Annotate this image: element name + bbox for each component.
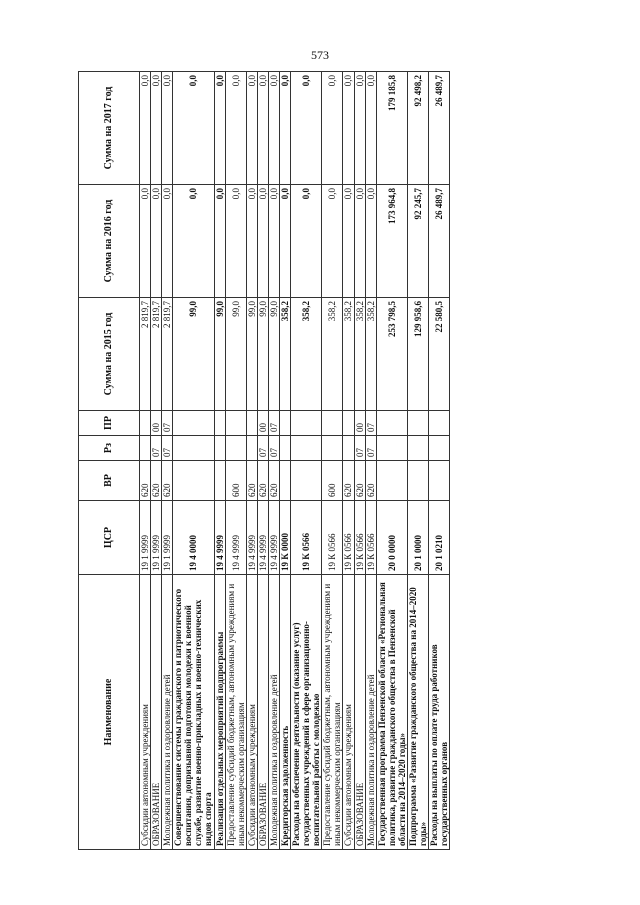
cell-vr: 600 bbox=[322, 461, 343, 501]
cell-sum-2016: 0,0 bbox=[140, 185, 151, 298]
header-rz: Рз bbox=[79, 436, 140, 461]
cell-vr bbox=[214, 461, 225, 501]
cell-pr bbox=[376, 411, 407, 436]
cell-pr: 00 bbox=[257, 411, 268, 436]
cell-csr: 19 4 9999 bbox=[268, 501, 279, 575]
cell-name: Кредиторская задолженность bbox=[280, 575, 291, 850]
cell-rz bbox=[280, 436, 291, 461]
cell-rz: 07 bbox=[268, 436, 279, 461]
cell-csr: 19 К 0566 bbox=[291, 501, 322, 575]
cell-sum-2017: 0,0 bbox=[246, 72, 257, 185]
cell-pr bbox=[280, 411, 291, 436]
cell-name: ОБРАЗОВАНИЕ bbox=[257, 575, 268, 850]
cell-csr: 20 1 0210 bbox=[429, 501, 450, 575]
cell-rz bbox=[173, 436, 214, 461]
cell-vr: 600 bbox=[225, 461, 246, 501]
cell-sum-2016: 0,0 bbox=[343, 185, 354, 298]
cell-rz bbox=[407, 436, 428, 461]
rotated-table-frame bbox=[78, 72, 580, 850]
cell-rz bbox=[246, 436, 257, 461]
cell-sum-2017: 0,0 bbox=[365, 72, 376, 185]
cell-rz: 07 bbox=[365, 436, 376, 461]
table-row bbox=[407, 72, 428, 850]
cell-csr: 19 4 9999 bbox=[246, 501, 257, 575]
cell-vr bbox=[173, 461, 214, 501]
cell-sum-2015: 2 819,7 bbox=[140, 298, 151, 411]
cell-sum-2016: 0,0 bbox=[280, 185, 291, 298]
table-row bbox=[257, 72, 268, 850]
cell-csr: 19 К 0000 bbox=[280, 501, 291, 575]
cell-name: Подпрограмма «Развитие гражданского общества на 2014–2020 годы» bbox=[407, 575, 428, 850]
cell-pr bbox=[140, 411, 151, 436]
cell-rz bbox=[291, 436, 322, 461]
cell-name: Предоставление субсидий бюджетным, автономным учреждениям и иным некоммерческим организациям bbox=[225, 575, 246, 850]
header-vr: ВР bbox=[79, 461, 140, 501]
header-sum-2016: Сумма на 2016 год bbox=[79, 185, 140, 298]
cell-sum-2017: 0,0 bbox=[354, 72, 365, 185]
table-row bbox=[246, 72, 257, 850]
cell-name: Молодежная политика и оздоровление детей bbox=[162, 575, 173, 850]
cell-sum-2017: 0,0 bbox=[268, 72, 279, 185]
cell-vr bbox=[280, 461, 291, 501]
cell-sum-2015: 2 819,7 bbox=[162, 298, 173, 411]
cell-csr: 19 4 9999 bbox=[257, 501, 268, 575]
cell-sum-2015: 99,0 bbox=[257, 298, 268, 411]
cell-sum-2017: 0,0 bbox=[151, 72, 162, 185]
table-header-row bbox=[79, 72, 140, 850]
header-pr: ПР bbox=[79, 411, 140, 436]
cell-name: Реализация отдельных мероприятий подпрограммы bbox=[214, 575, 225, 850]
cell-csr: 19 4 0000 bbox=[173, 501, 214, 575]
cell-name: Молодежная политика и оздоровление детей bbox=[365, 575, 376, 850]
cell-sum-2016: 26 489,7 bbox=[429, 185, 450, 298]
cell-sum-2015: 358,2 bbox=[365, 298, 376, 411]
cell-rz bbox=[376, 436, 407, 461]
cell-pr bbox=[225, 411, 246, 436]
table-row bbox=[291, 72, 322, 850]
cell-sum-2016: 0,0 bbox=[322, 185, 343, 298]
cell-csr: 19 1 9999 bbox=[162, 501, 173, 575]
table-row bbox=[365, 72, 376, 850]
cell-vr: 620 bbox=[151, 461, 162, 501]
cell-sum-2016: 0,0 bbox=[291, 185, 322, 298]
cell-name: Субсидии автономным учреждениям bbox=[343, 575, 354, 850]
cell-sum-2017: 0,0 bbox=[257, 72, 268, 185]
cell-sum-2015: 129 958,6 bbox=[407, 298, 428, 411]
cell-pr: 07 bbox=[365, 411, 376, 436]
cell-name: Молодежная политика и оздоровление детей bbox=[268, 575, 279, 850]
cell-sum-2015: 358,2 bbox=[322, 298, 343, 411]
table-row bbox=[140, 72, 151, 850]
cell-sum-2017: 92 498,2 bbox=[407, 72, 428, 185]
cell-sum-2017: 0,0 bbox=[140, 72, 151, 185]
cell-sum-2017: 0,0 bbox=[173, 72, 214, 185]
cell-name: Совершенствование системы гражданского и патриотического воспитания, допризывной подготовки молодежи к военной службе, развитие военно-прикладных и военно-технических видов спорта bbox=[173, 575, 214, 850]
header-csr: ЦСР bbox=[79, 501, 140, 575]
cell-vr bbox=[429, 461, 450, 501]
table-container bbox=[78, 72, 580, 850]
cell-pr bbox=[214, 411, 225, 436]
cell-name: Расходы на обеспечение деятельности (оказание услуг) государственных учреждений в сфере организационно-воспитательной работы с молодежью bbox=[291, 575, 322, 850]
cell-vr: 620 bbox=[162, 461, 173, 501]
cell-sum-2015: 358,2 bbox=[343, 298, 354, 411]
page-number: 573 bbox=[311, 48, 329, 62]
cell-csr: 19 К 0566 bbox=[365, 501, 376, 575]
cell-pr bbox=[429, 411, 450, 436]
cell-name: Предоставление субсидий бюджетным, автономным учреждениям и иным некоммерческим организациям bbox=[322, 575, 343, 850]
cell-csr: 19 4 9999 bbox=[225, 501, 246, 575]
cell-sum-2017: 0,0 bbox=[280, 72, 291, 185]
cell-csr: 20 0 0000 bbox=[376, 501, 407, 575]
cell-vr: 620 bbox=[268, 461, 279, 501]
cell-csr: 19 К 0566 bbox=[343, 501, 354, 575]
cell-sum-2016: 173 964,8 bbox=[376, 185, 407, 298]
cell-vr bbox=[407, 461, 428, 501]
cell-rz bbox=[322, 436, 343, 461]
table-row bbox=[354, 72, 365, 850]
cell-sum-2015: 99,0 bbox=[173, 298, 214, 411]
table-row bbox=[280, 72, 291, 850]
cell-rz bbox=[225, 436, 246, 461]
cell-vr: 620 bbox=[354, 461, 365, 501]
table-row bbox=[151, 72, 162, 850]
table-row bbox=[322, 72, 343, 850]
cell-pr: 07 bbox=[162, 411, 173, 436]
cell-rz: 07 bbox=[151, 436, 162, 461]
cell-sum-2015: 358,2 bbox=[291, 298, 322, 411]
cell-name: Расходы на выплаты по оплате труда работников государственных органов bbox=[429, 575, 450, 850]
cell-sum-2015: 253 798,5 bbox=[376, 298, 407, 411]
cell-vr bbox=[291, 461, 322, 501]
cell-vr: 620 bbox=[140, 461, 151, 501]
cell-vr: 620 bbox=[257, 461, 268, 501]
cell-csr: 20 1 0000 bbox=[407, 501, 428, 575]
cell-sum-2016: 0,0 bbox=[268, 185, 279, 298]
cell-sum-2016: 0,0 bbox=[225, 185, 246, 298]
cell-name: ОБРАЗОВАНИЕ bbox=[151, 575, 162, 850]
cell-rz bbox=[429, 436, 450, 461]
cell-rz: 07 bbox=[162, 436, 173, 461]
cell-sum-2015: 99,0 bbox=[268, 298, 279, 411]
cell-name: Субсидии автономным учреждениям bbox=[140, 575, 151, 850]
cell-vr bbox=[376, 461, 407, 501]
cell-pr bbox=[407, 411, 428, 436]
cell-pr: 00 bbox=[151, 411, 162, 436]
table-row bbox=[376, 72, 407, 850]
cell-vr: 620 bbox=[343, 461, 354, 501]
cell-sum-2015: 99,0 bbox=[214, 298, 225, 411]
cell-sum-2017: 0,0 bbox=[322, 72, 343, 185]
cell-sum-2017: 0,0 bbox=[214, 72, 225, 185]
cell-sum-2017: 0,0 bbox=[162, 72, 173, 185]
cell-name: Субсидии автономным учреждениям bbox=[246, 575, 257, 850]
cell-sum-2017: 0,0 bbox=[225, 72, 246, 185]
cell-csr: 19 1 9999 bbox=[151, 501, 162, 575]
cell-sum-2015: 22 580,5 bbox=[429, 298, 450, 411]
cell-sum-2015: 358,2 bbox=[280, 298, 291, 411]
cell-csr: 19 1 9999 bbox=[140, 501, 151, 575]
cell-sum-2016: 92 245,7 bbox=[407, 185, 428, 298]
cell-rz: 07 bbox=[257, 436, 268, 461]
cell-pr bbox=[343, 411, 354, 436]
header-name: Наименование bbox=[79, 575, 140, 850]
table-body bbox=[140, 72, 450, 850]
cell-csr: 19 К 0566 bbox=[322, 501, 343, 575]
cell-sum-2017: 0,0 bbox=[291, 72, 322, 185]
table-row bbox=[214, 72, 225, 850]
table-row bbox=[429, 72, 450, 850]
cell-sum-2016: 0,0 bbox=[173, 185, 214, 298]
table-row bbox=[173, 72, 214, 850]
table-row bbox=[162, 72, 173, 850]
header-sum-2017: Сумма на 2017 год bbox=[79, 72, 140, 185]
cell-pr bbox=[322, 411, 343, 436]
table-row bbox=[225, 72, 246, 850]
cell-pr: 00 bbox=[354, 411, 365, 436]
cell-sum-2016: 0,0 bbox=[246, 185, 257, 298]
table-row bbox=[268, 72, 279, 850]
header-sum-2015: Сумма на 2015 год bbox=[79, 298, 140, 411]
cell-sum-2017: 0,0 bbox=[343, 72, 354, 185]
cell-sum-2015: 2 819,7 bbox=[151, 298, 162, 411]
cell-rz: 07 bbox=[354, 436, 365, 461]
cell-sum-2017: 26 489,7 bbox=[429, 72, 450, 185]
cell-pr bbox=[173, 411, 214, 436]
budget-table bbox=[78, 71, 450, 850]
cell-rz bbox=[140, 436, 151, 461]
cell-sum-2016: 0,0 bbox=[214, 185, 225, 298]
cell-pr bbox=[246, 411, 257, 436]
cell-vr: 620 bbox=[365, 461, 376, 501]
cell-csr: 19 4 9999 bbox=[214, 501, 225, 575]
table-row bbox=[343, 72, 354, 850]
cell-sum-2016: 0,0 bbox=[365, 185, 376, 298]
cell-sum-2015: 99,0 bbox=[225, 298, 246, 411]
cell-vr: 620 bbox=[246, 461, 257, 501]
cell-sum-2016: 0,0 bbox=[257, 185, 268, 298]
cell-csr: 19 К 0566 bbox=[354, 501, 365, 575]
cell-name: Государственная программа Пензенской области «Региональная политика, развитие гражданского общества в Пензенской области на 2014–2020 годы» bbox=[376, 575, 407, 850]
cell-sum-2015: 99,0 bbox=[246, 298, 257, 411]
cell-rz bbox=[214, 436, 225, 461]
cell-sum-2017: 179 185,8 bbox=[376, 72, 407, 185]
cell-sum-2015: 358,2 bbox=[354, 298, 365, 411]
cell-sum-2016: 0,0 bbox=[151, 185, 162, 298]
cell-pr bbox=[291, 411, 322, 436]
cell-pr: 07 bbox=[268, 411, 279, 436]
cell-sum-2016: 0,0 bbox=[162, 185, 173, 298]
cell-name: ОБРАЗОВАНИЕ bbox=[354, 575, 365, 850]
cell-rz bbox=[343, 436, 354, 461]
cell-sum-2016: 0,0 bbox=[354, 185, 365, 298]
